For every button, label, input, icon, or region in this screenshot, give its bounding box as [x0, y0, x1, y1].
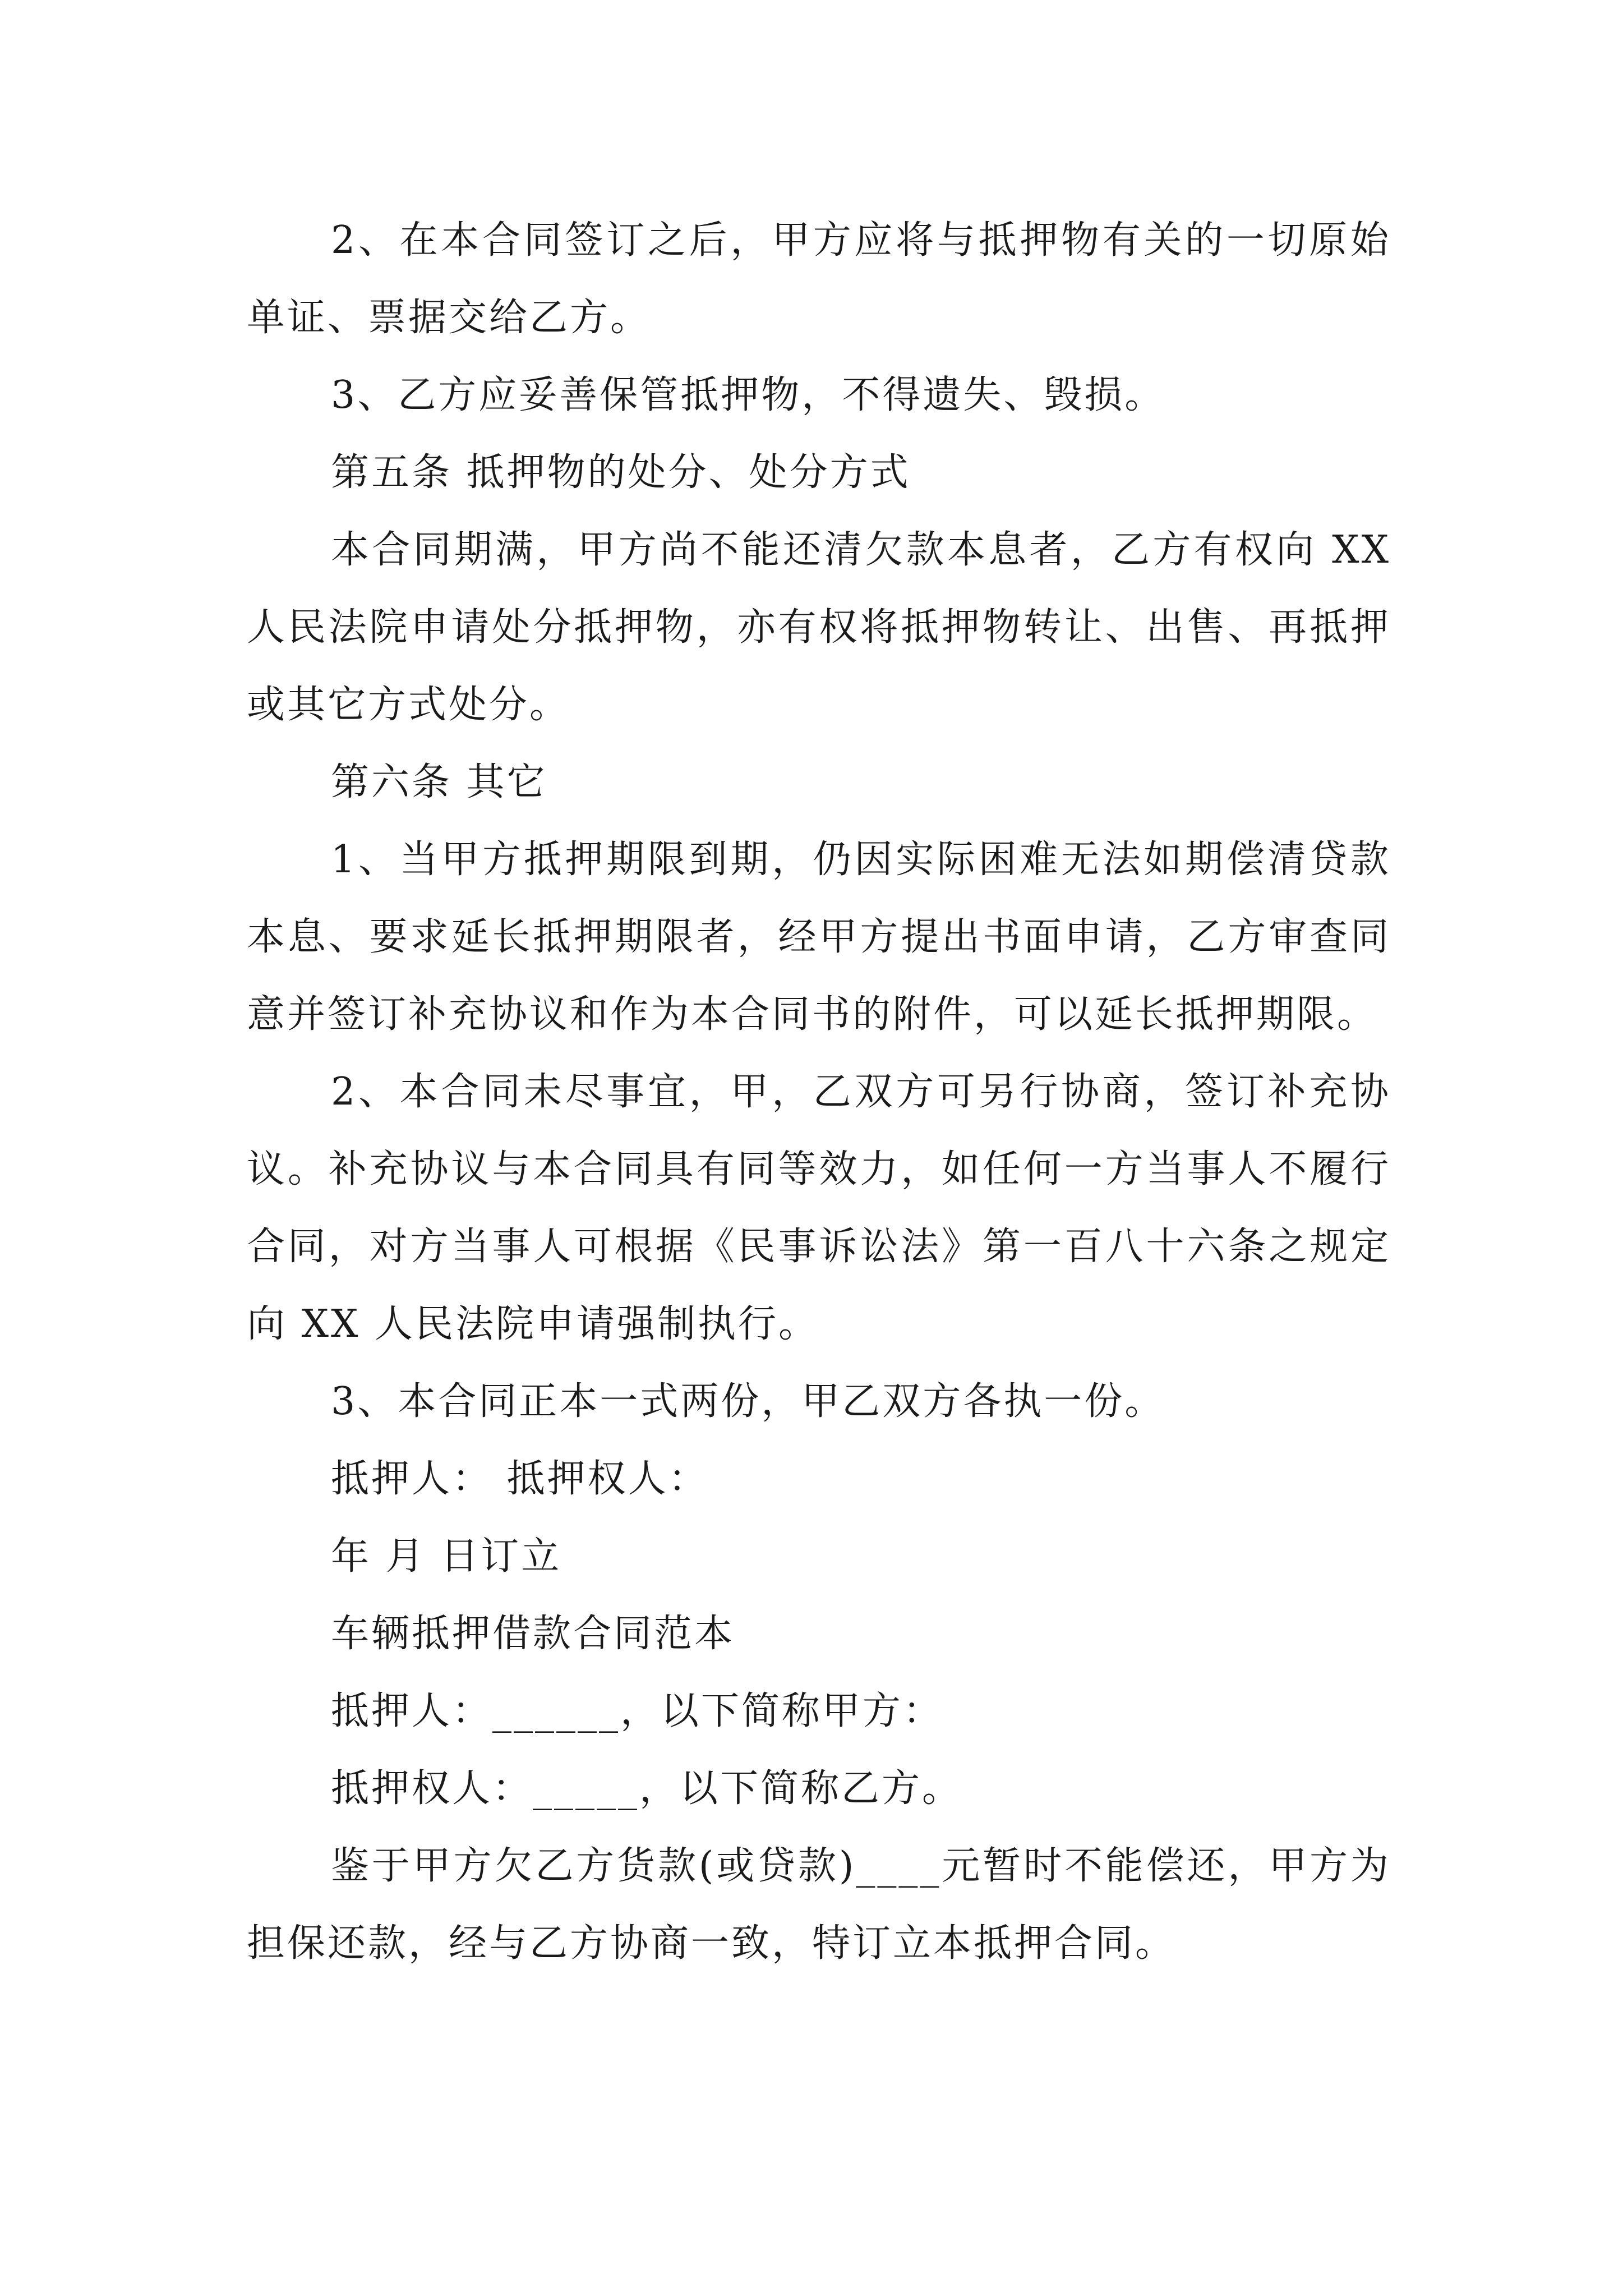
paragraph-article-6-clause-2: 2、本合同未尽事宜，甲，乙双方可另行协商，签订补充协议。补充协议与本合同具有同等效力，如任何一方当事人不履行合同，对方当事人可根据《民事诉讼法》第一百八十六条之规定向 XX 人民法院申请强制执行。: [247, 1070, 1391, 1346]
paragraph-clause-2-documents: 2、在本合同签订之后，甲方应将与抵押物有关的一切原始单证、票据交给乙方。: [247, 218, 1391, 340]
heading-article-5: 第五条 抵押物的处分、处分方式: [331, 450, 911, 495]
document-body: [247, 202, 1391, 1982]
contract-title: 车辆抵押借款合同范本: [331, 1612, 735, 1656]
heading-article-6: 第六条 其它: [331, 760, 547, 804]
paragraph-article-6-clause-1: 1、当甲方抵押期限到期，仍因实际困难无法如期偿清贷款本息、要求延长抵押期限者，经甲方提出书面申请，乙方审查同意并签订补充协议和作为本合同书的附件，可以延长抵押期限。: [247, 838, 1391, 1037]
mortgagee-line: 抵押权人：_____，以下简称乙方。: [331, 1766, 963, 1811]
date-line: 年 月 日订立: [331, 1534, 562, 1579]
paragraph-preamble: 鉴于甲方欠乙方货款(或贷款)____元暂时不能偿还，甲方为担保还款，经与乙方协商一致，特订立本抵押合同。: [247, 1844, 1391, 1966]
paragraph-clause-3-safekeeping: 3、乙方应妥善保管抵押物，不得遗失、毁损。: [331, 373, 1165, 417]
mortgagor-line: 抵押人：______，以下简称甲方：: [331, 1689, 944, 1733]
paragraph-article-6-clause-3: 3、本合同正本一式两份，甲乙双方各执一份。: [331, 1379, 1165, 1424]
signature-line: 抵押人： 抵押权人：: [331, 1457, 709, 1501]
paragraph-article-5-disposal: 本合同期满，甲方尚不能还清欠款本息者，乙方有权向 XX 人民法院申请处分抵押物，亦有权将抵押物转让、出售、再抵押或其它方式处分。: [247, 528, 1391, 727]
